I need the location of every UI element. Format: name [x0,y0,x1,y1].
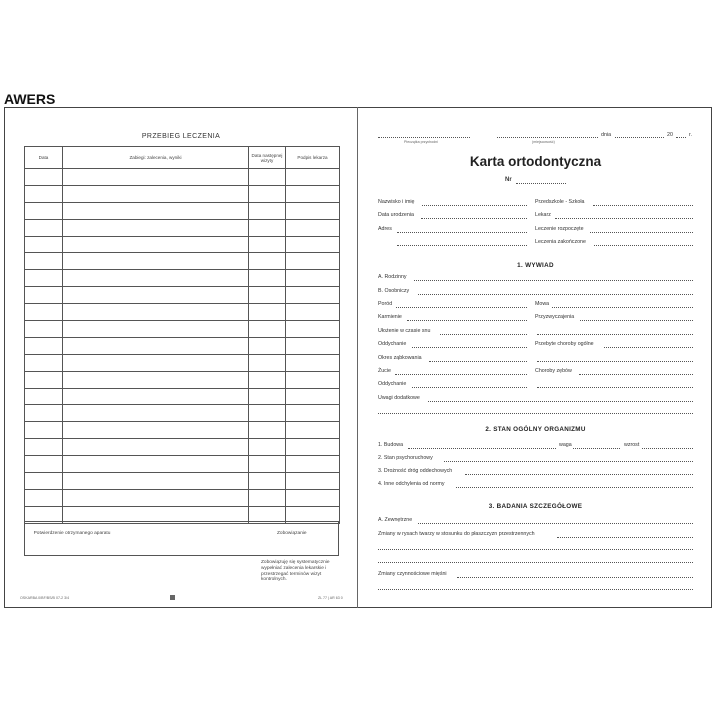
procedures-cell[interactable] [63,422,249,439]
date-cell[interactable] [25,185,63,202]
next-visit-cell[interactable] [249,489,286,506]
card-number-label: Nr [505,177,512,183]
table-row [25,253,340,270]
next-visit-cell[interactable] [249,219,286,236]
next-visit-cell[interactable] [249,185,286,202]
procedures-cell[interactable] [63,354,249,371]
obligation-text: Zobowiązuję się systematycznie wypełniać zalecenia lekarskie i przestrzegać terminów wizyt kontrolnych. [261,560,330,583]
form-code-right: ZL 77 | AR 63 0 [318,596,343,600]
table-row [25,405,340,422]
dental-diseases-label: Choroby zębów [535,368,572,374]
date-cell[interactable] [25,253,63,270]
date-label: dnia [601,132,612,138]
doctor-field[interactable] [555,218,693,219]
teething-field[interactable] [429,361,527,362]
place-field[interactable] [497,137,598,138]
obligation-label: Zobowiązanie [277,531,307,536]
signature-cell[interactable] [286,304,340,321]
patient-name-label: Nazwisko i imię [378,199,415,205]
signature-cell[interactable] [286,202,340,219]
date-cell[interactable] [25,456,63,473]
table-row [25,169,340,186]
procedures-cell[interactable] [63,371,249,388]
signature-cell[interactable] [286,287,340,304]
additional-notes-label: Uwagi dodatkowe [378,395,420,401]
date-cell[interactable] [25,321,63,338]
past-diseases-field[interactable] [604,347,693,348]
date-cell[interactable] [25,473,63,490]
habits-field[interactable] [580,320,693,321]
date-field[interactable] [615,137,664,138]
appliance-confirmation-label: Potwierdzenie otrzymanego aparatu [33,531,111,536]
procedures-cell[interactable] [63,304,249,321]
year-suffix: r. [689,132,692,138]
year-prefix: 20 [667,132,673,138]
publisher-logo-icon [170,595,175,600]
breathing-label: Oddychanie [378,381,407,387]
habits-field-2[interactable] [537,334,693,335]
signature-cell[interactable] [286,219,340,236]
procedures-cell[interactable] [63,405,249,422]
weight-label: waga [559,442,572,448]
date-cell[interactable] [25,405,63,422]
feeding-label: Karmienie [378,314,402,320]
procedures-cell[interactable] [63,388,249,405]
next-visit-cell[interactable] [249,371,286,388]
procedures-cell[interactable] [63,456,249,473]
sleep-position-field[interactable] [440,334,527,335]
facility-stamp-field[interactable] [378,137,470,138]
date-cell[interactable] [25,270,63,287]
year-field[interactable] [676,137,686,138]
signature-cell[interactable] [286,473,340,490]
table-footer [24,521,339,556]
psychomotor-label: 2. Stan psychoruchowy [378,455,433,461]
dental-diseases-field-2[interactable] [537,387,693,388]
date-cell[interactable] [25,219,63,236]
teething-label: Okres ząbkowania [378,355,422,361]
breathing-prev-field[interactable] [412,347,527,348]
build-field[interactable] [408,448,556,449]
table-row [25,202,340,219]
next-visit-cell[interactable] [249,270,286,287]
personal-history-label: B. Osobniczy [378,288,410,294]
personal-history-field[interactable] [418,294,693,295]
date-cell[interactable] [25,169,63,186]
table-row [25,489,340,506]
height-field[interactable] [642,448,693,449]
table-row [25,270,340,287]
table-row [25,219,340,236]
signature-cell[interactable] [286,456,340,473]
next-visit-cell[interactable] [249,439,286,456]
next-visit-cell[interactable] [249,388,286,405]
signature-cell[interactable] [286,321,340,338]
procedures-cell[interactable] [63,169,249,186]
next-visit-cell[interactable] [249,287,286,304]
table-row [25,337,340,354]
birth-date-field[interactable] [421,218,527,219]
table-row [25,354,340,371]
table-header-row [25,147,340,169]
treatment-log-body [25,169,340,524]
date-cell[interactable] [25,354,63,371]
column-header-next-visit: Data następnej wizyty [249,147,286,169]
table-row [25,422,340,439]
muscle-function-field[interactable] [457,577,693,578]
table-row [25,321,340,338]
table-row [25,287,340,304]
build-label: 1. Budowa [378,442,404,448]
procedures-cell[interactable] [63,287,249,304]
next-visit-cell[interactable] [249,202,286,219]
signature-cell[interactable] [286,185,340,202]
procedures-cell[interactable] [63,219,249,236]
birth-label: Poród [378,301,393,307]
family-history-label: A. Rodzinny [378,274,407,280]
date-cell[interactable] [25,422,63,439]
address-field[interactable] [397,232,527,233]
school-field[interactable] [593,205,693,206]
facility-stamp-caption: Pieczątka przychodni [404,140,438,144]
additional-notes-field-2[interactable] [378,413,693,414]
signature-cell[interactable] [286,169,340,186]
muscle-function-field-2[interactable] [378,589,693,590]
external-label: A. Zewnętrzne [378,517,413,523]
table-row [25,236,340,253]
breathing-prev-label: Oddychanie [378,341,407,347]
airway-label: 3. Drożność dróg oddechowych [378,468,453,474]
place-caption: (miejscowość) [532,140,555,144]
habits-label: Przyzwyczajenia [535,314,575,320]
address-field-2[interactable] [397,245,527,246]
page-divider [357,107,358,608]
height-label: wzrost [624,442,640,448]
page-label: AWERS [4,91,56,107]
family-history-field[interactable] [414,280,693,281]
signature-cell[interactable] [286,371,340,388]
procedures-cell[interactable] [63,337,249,354]
left-page [0,0,357,716]
column-header-date: Data [25,147,63,169]
next-visit-cell[interactable] [249,405,286,422]
card-title: Karta ortodontyczna [469,154,602,169]
procedures-cell[interactable] [63,270,249,287]
procedures-cell[interactable] [63,202,249,219]
facial-features-label: Zmiany w rysach twarzy w stosunku do płaszczyzn przestrzennych [378,531,535,537]
treatment-start-label: Leczenie rozpoczęte [535,226,584,232]
signature-cell[interactable] [286,354,340,371]
section-interview-title: 1. WYWIAD [517,262,554,269]
signature-cell[interactable] [286,489,340,506]
section-detailed-exams-title: 3. BADANIA SZCZEGÓŁOWE [488,503,583,510]
treatment-log-table [24,146,340,524]
facial-features-field-3[interactable] [378,562,693,563]
chewing-field[interactable] [395,374,527,375]
table-row [25,473,340,490]
date-cell[interactable] [25,337,63,354]
procedures-cell[interactable] [63,439,249,456]
patient-name-field[interactable] [422,205,527,206]
signature-cell[interactable] [286,388,340,405]
next-visit-cell[interactable] [249,253,286,270]
breathing-field[interactable] [412,387,527,388]
birth-field[interactable] [396,307,527,308]
next-visit-cell[interactable] [249,422,286,439]
date-cell[interactable] [25,287,63,304]
next-visit-cell[interactable] [249,321,286,338]
next-visit-cell[interactable] [249,337,286,354]
procedures-cell[interactable] [63,321,249,338]
card-number-field[interactable] [516,183,566,184]
procedures-cell[interactable] [63,236,249,253]
sleep-position-label: Ułożenie w czasie snu [378,328,431,334]
speech-field[interactable] [552,307,693,308]
other-deviations-label: 4. Inne odchylenia od normy [378,481,445,487]
facial-features-field-2[interactable] [378,549,693,550]
doctor-label: Lekarz [535,212,551,218]
signature-cell[interactable] [286,253,340,270]
next-visit-cell[interactable] [249,304,286,321]
section-general-state-title: 2. STAN OGÓLNY ORGANIZMU [485,426,586,433]
date-cell[interactable] [25,304,63,321]
column-header-procedures: Zabiegi: zalecenia, wyniki [63,147,249,169]
external-field[interactable] [418,523,693,524]
treatment-start-field[interactable] [590,232,693,233]
date-cell[interactable] [25,371,63,388]
psychomotor-field[interactable] [444,461,693,462]
facial-features-field[interactable] [557,537,693,538]
feeding-field[interactable] [407,320,527,321]
procedures-cell[interactable] [63,253,249,270]
past-diseases-field-2[interactable] [537,361,693,362]
chewing-label: Żucie [378,368,391,374]
birth-date-label: Data urodzenia [378,212,414,218]
signature-cell[interactable] [286,236,340,253]
date-cell[interactable] [25,439,63,456]
treatment-end-label: Leczenia zakończone [535,239,586,245]
date-cell[interactable] [25,236,63,253]
procedures-cell[interactable] [63,473,249,490]
additional-notes-field[interactable] [428,401,693,402]
address-label: Adres [378,226,392,232]
muscle-function-label: Zmiany czynnościowe mięśni [378,571,447,577]
airway-field[interactable] [465,474,693,475]
form-code-left: OSKARBA 0/BF/BS/B 07-2 3/4 [20,596,70,600]
table-row [25,456,340,473]
signature-cell[interactable] [286,439,340,456]
next-visit-cell[interactable] [249,473,286,490]
signature-cell[interactable] [286,270,340,287]
next-visit-cell[interactable] [249,456,286,473]
treatment-log-title: PRZEBIEG LECZENIA [141,133,221,140]
procedures-cell[interactable] [63,489,249,506]
school-label: Przedszkole - Szkoła [535,199,585,205]
date-cell[interactable] [25,202,63,219]
date-cell[interactable] [25,489,63,506]
dental-diseases-field[interactable] [579,374,693,375]
speech-label: Mowa [535,301,550,307]
treatment-end-field[interactable] [594,245,693,246]
table-row [25,388,340,405]
table-row [25,304,340,321]
table-row [25,185,340,202]
column-header-signature: Podpis lekarza [286,147,340,169]
date-cell[interactable] [25,388,63,405]
signature-cell[interactable] [286,405,340,422]
next-visit-cell[interactable] [249,169,286,186]
next-visit-cell[interactable] [249,236,286,253]
procedures-cell[interactable] [63,185,249,202]
signature-cell[interactable] [286,337,340,354]
weight-field[interactable] [573,448,620,449]
other-deviations-field[interactable] [456,487,693,488]
past-diseases-label: Przebyte choroby ogólne [535,341,594,347]
signature-cell[interactable] [286,422,340,439]
next-visit-cell[interactable] [249,354,286,371]
table-row [25,439,340,456]
table-row [25,371,340,388]
